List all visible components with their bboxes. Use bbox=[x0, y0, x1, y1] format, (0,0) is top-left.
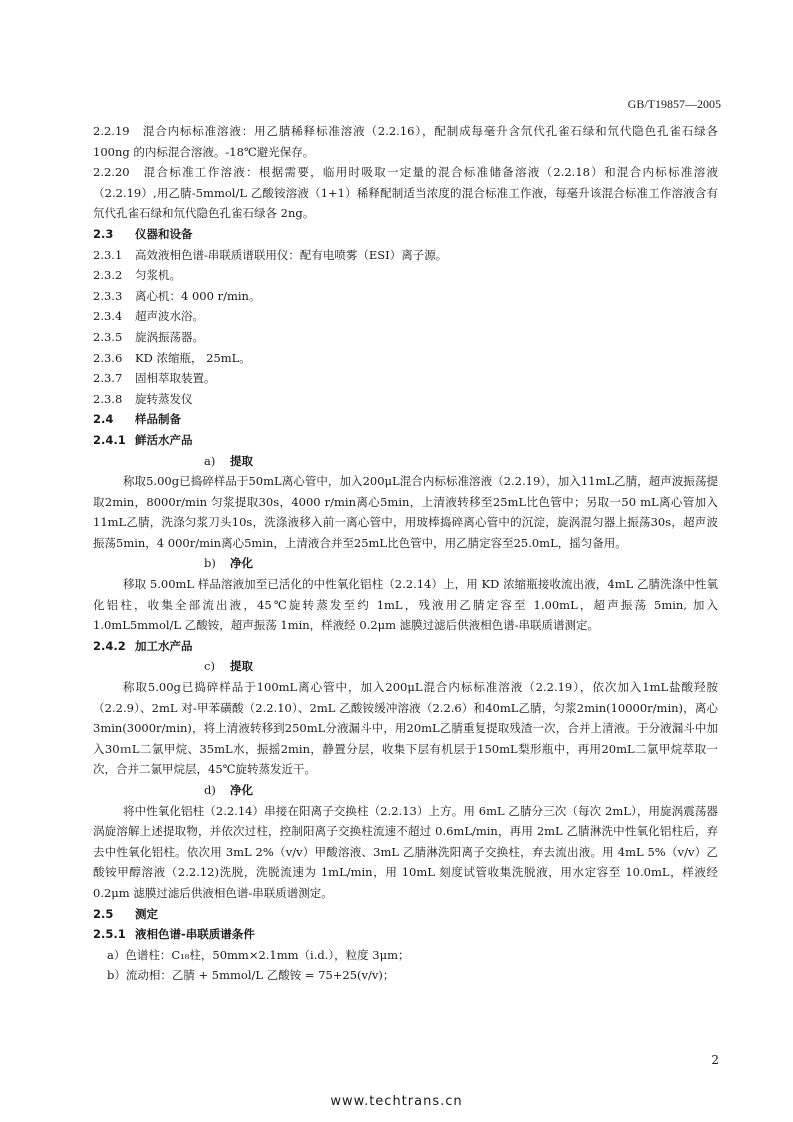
subsection-title: 净化 bbox=[230, 783, 253, 797]
section-2-4-2-heading bbox=[93, 636, 718, 657]
section-number: 2.4 bbox=[93, 412, 114, 427]
cleanup-processed-text: 将中性氧化铝柱（2.2.14）串接在阳离子交换柱（2.2.13）上方。用 6mL 乙腈分三次（每次 2mL），用旋涡震荡器涡旋溶解上述提取物，并依次过柱，控制阳离子交换柱流速不超过 0.6mL/min，再用 2mL 乙腈淋洗中性氧化铝柱后，弃去中性氧化铝柱。依次用 3mL 2%（v/v）甲酸溶液、3mL 乙腈淋洗阳离子交换柱，弃去流出液。用 4mL 5%（v/v）乙酸铵甲醇溶液（2.2.12)洗脱，洗脱流速为 1mL/min，用 10mL 刻度试管收集洗脱液，用水定容至 10.0mL，样液经 0.2μm 滤膜过滤后供液相色谱-串联质谱测定。 bbox=[93, 803, 718, 900]
extraction-fresh-text: 称取5.00g已捣碎样品于50mL离心管中，加入200μL混合内标标准溶液（2.2.19），加入11mL乙腈，超声波振荡提取2min，8000r/min 匀浆提取30s，4000 r/min离心5min，上清液转移至25mL比色管中；另取一50 mL离心管加入11mL乙腈，洗涤匀浆刀头10s，洗涤液移入前一离心管中，用玻棒捣碎离心管中的沉淀，旋涡混匀器上振荡30s，超声波振荡5min，4 000r/min离心5min，上清液合并至25mL比色管中，用乙腈定容至25.0mL，摇匀备用。 bbox=[93, 474, 718, 550]
item-text: 固相萃取装置。 bbox=[135, 371, 216, 386]
page-number: 2 bbox=[711, 1053, 719, 1067]
section-number: 2.4.1 bbox=[93, 432, 126, 447]
extraction-processed-text: 称取5.00g已捣碎样品于100mL离心管中，加入200μL混合内标标准溶液（2.2.19），依次加入1mL盐酸羟胺（2.2.9）、2mL 对-甲苯磺酸（2.2.10）、2mL 乙酸铵缓冲溶液（2.2.6）和40mL乙腈，匀浆2min(10000r/min)，离心3min(3000r/min)，将上清液转移到250mL分液漏斗中，用20mL乙腈重复提取残渣一次，合并上清液。于分液漏斗中加入30ｍL二氯甲烷、35mL水，振摇2min，静置分层，收集下层有机层于150mL梨形瓶中，再用20mL二氯甲烷萃取一次，合并二氯甲烷层，45℃旋转蒸发近干。 bbox=[93, 680, 718, 777]
item-text: 超声波水浴。 bbox=[135, 309, 204, 324]
item-text: 匀浆机。 bbox=[135, 268, 181, 283]
item-number: 2.3.2 bbox=[93, 268, 123, 283]
section-2-4-heading bbox=[93, 409, 718, 430]
item-text: 旋涡振荡器。 bbox=[135, 329, 204, 344]
section-2-3-heading bbox=[93, 224, 718, 245]
item-number: 2.3.8 bbox=[93, 391, 123, 406]
section-number: 2.5.1 bbox=[93, 927, 126, 942]
section-number: 2.4.2 bbox=[93, 638, 126, 653]
document-body bbox=[93, 121, 718, 986]
section-title: 加工水产品 bbox=[135, 638, 193, 653]
subsection-title: 提取 bbox=[230, 659, 253, 674]
item-number: 2.3.7 bbox=[93, 371, 123, 386]
standard-number: GB/T19857—2005 bbox=[627, 97, 721, 111]
subsection-label: c) bbox=[204, 659, 215, 674]
subsection-d-heading bbox=[93, 780, 718, 801]
subsection-label: b) bbox=[204, 556, 216, 571]
subsection-title: 提取 bbox=[230, 453, 253, 468]
section-title: 仪器和设备 bbox=[135, 226, 193, 241]
subsection-label: a) bbox=[204, 453, 216, 468]
section-2-5-heading bbox=[93, 904, 718, 925]
item-number: 2.3.5 bbox=[93, 329, 123, 344]
cleanup-fresh-text: 移取 5.00mL 样品溶液加至已活化的中性氧化铝柱（2.2.14）上，用 KD 浓缩瓶接收流出液，4mL 乙腈洗涤中性氧化铝柱，收集全部流出液，45℃旋转蒸发至约 1mL，残液用乙腈定容至 1.00mL，超声振荡 5min, 加入 1.0mL5mmol/L 乙酸铵，超声振荡 1min，样液经 0.2μm 滤膜过滤后供液相色谱-串联质谱测定。 bbox=[93, 577, 718, 633]
item-text: KD 浓缩瓶， 25mL。 bbox=[135, 350, 251, 365]
subsection-title: 净化 bbox=[230, 556, 253, 571]
clause-2-2-20: 2.2.20 混合标准工作溶液：根据需要，临用时吸取一定量的混合标准储备溶液（2.2.18）和混合内标标准溶液（2.2.19）,用乙腈-5mmol/L 乙酸铵溶液（1+1）稀释配制适当浓度的混合标准工作液，每毫升该混合标准工作溶液含有氘代孔雀石绿和氘代隐色孔雀石绿各 2ng。 bbox=[93, 165, 718, 221]
item-text: 高效液相色谱-串联质谱联用仪：配有电喷雾（ESI）离子源。 bbox=[135, 247, 448, 262]
equipment-item bbox=[93, 368, 718, 389]
equipment-item bbox=[93, 245, 718, 266]
item-number: 2.3.3 bbox=[93, 288, 123, 303]
clause-2-2-19: 2.2.19 混合内标标准溶液：用乙腈稀释标准溶液（2.2.16），配制成每毫升含氘代孔雀石绿和氘代隐色孔雀石绿各 100ng 的内标混合溶液。-18℃避光保存。 bbox=[93, 124, 718, 159]
equipment-item bbox=[93, 348, 718, 369]
subsection-c-heading bbox=[93, 656, 718, 677]
section-number: 2.5 bbox=[93, 906, 114, 921]
subsection-a-heading bbox=[93, 451, 718, 472]
subsection-label: d) bbox=[204, 783, 216, 797]
item-number: 2.3.6 bbox=[93, 350, 123, 365]
item-text: 旋转蒸发仪 bbox=[135, 391, 193, 406]
item-number: 2.3.1 bbox=[93, 247, 123, 262]
subsection-b-heading bbox=[93, 553, 718, 574]
equipment-item bbox=[93, 286, 718, 307]
item-text: 离心机：4 000 r/min。 bbox=[135, 288, 261, 303]
section-2-5-1-heading bbox=[93, 924, 718, 945]
section-title: 液相色谱-串联质谱条件 bbox=[135, 927, 255, 942]
equipment-item bbox=[93, 306, 718, 327]
equipment-item bbox=[93, 389, 718, 410]
equipment-item bbox=[93, 327, 718, 348]
condition-mobile-phase: b）流动相：乙腈 + 5mmol/L 乙酸铵 = 75+25(v/v)； bbox=[107, 968, 395, 983]
section-title: 样品制备 bbox=[135, 412, 181, 427]
section-title: 鲜活水产品 bbox=[135, 432, 193, 447]
section-title: 测定 bbox=[135, 906, 158, 921]
section-2-4-1-heading bbox=[93, 430, 718, 451]
footer-url: www.techtrans.cn bbox=[330, 1094, 463, 1109]
section-number: 2.3 bbox=[93, 226, 114, 241]
condition-column: a）色谱柱：C₁₈柱，50mm×2.1mm（i.d.），粒度 3μm； bbox=[107, 947, 410, 962]
equipment-item bbox=[93, 265, 718, 286]
item-number: 2.3.4 bbox=[93, 309, 123, 324]
